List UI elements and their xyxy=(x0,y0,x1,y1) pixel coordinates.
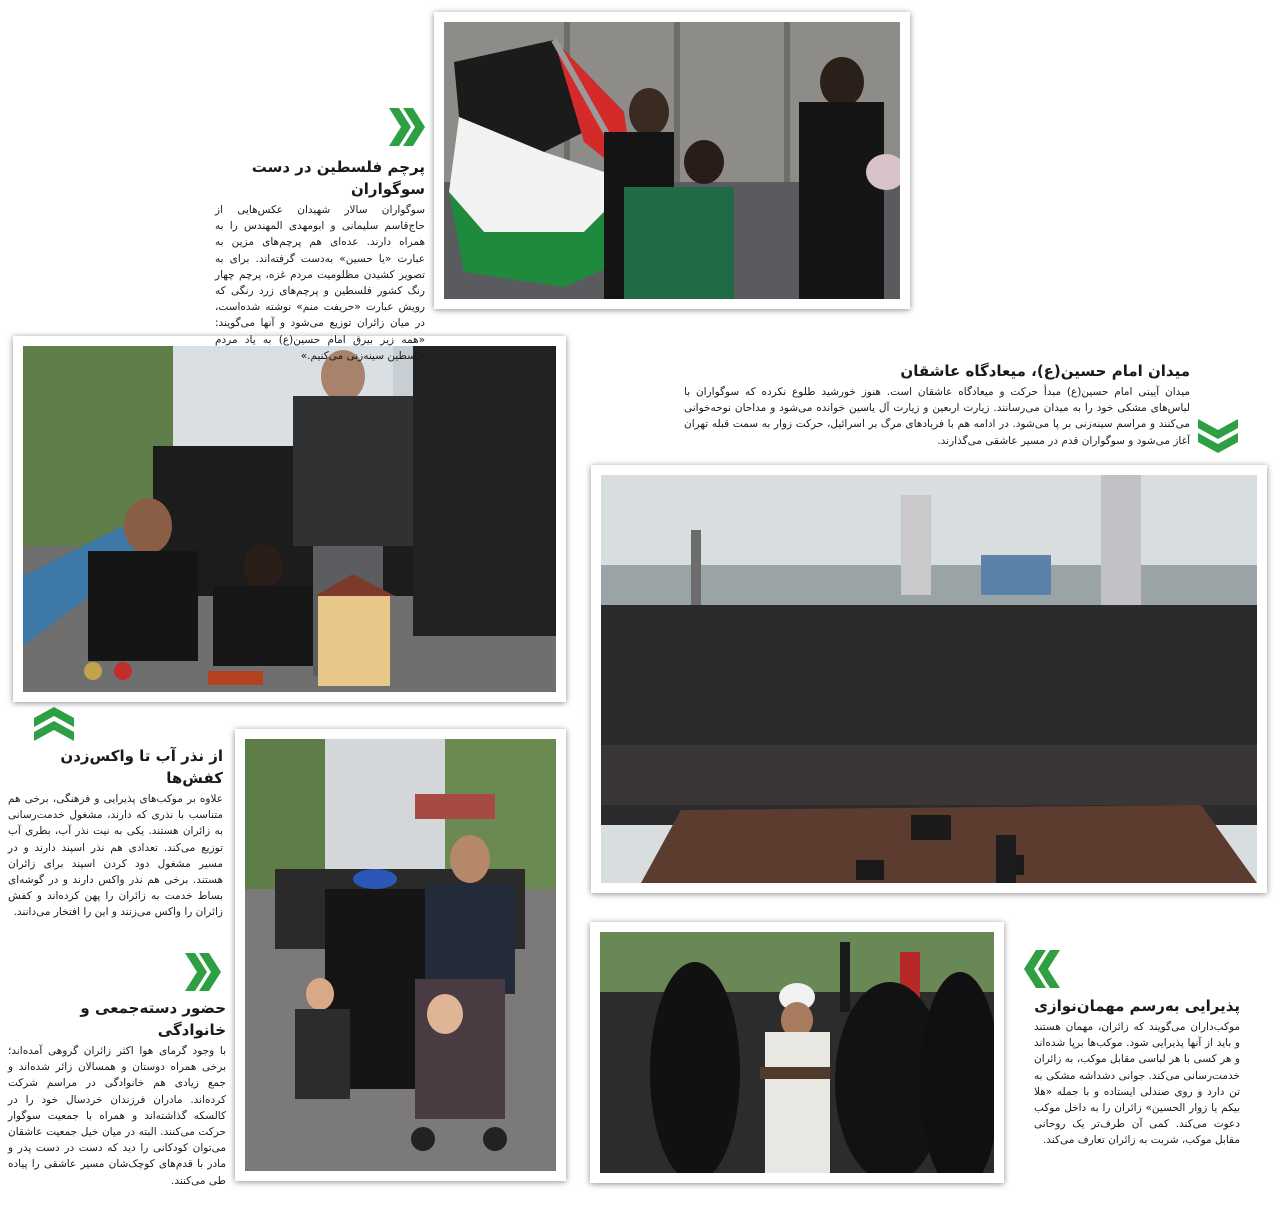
caption-square-title: میدان امام حسین(ع)، میعادگاه عاشقان xyxy=(900,362,1190,380)
photo-palestine-flag-image xyxy=(444,22,900,299)
caption-shoes-body: علاوه بر موکب‌های پذیرایی و فرهنگی، برخی هم متناسب با نذری که دارند، مشغول خدمت‌رسانی به زائران هستند. یکی به نیت نذر آب، بطری آب توزیع می‌کند. تعدادی هم نذر اسپند دارند و در مسیر مشغول دود کردن اسپند برای زائران هستند. برخی هم نذر واکس دارند و در گوشه‌ای بساط خدمت به زائران را پهن کرده‌اند و کفش زائران را واکس می‌زنند و این را افتخار می‌دانند. xyxy=(8,793,223,919)
photo-shoe-polish xyxy=(13,336,566,702)
photo-family-stroller xyxy=(235,729,566,1181)
chevron-right-icon xyxy=(389,108,425,146)
caption-shoes xyxy=(8,745,223,921)
caption-shoes-title: از نذر آب تا واکس‌زدن کفش‌ها xyxy=(60,747,223,787)
caption-hospitality xyxy=(1034,995,1240,1149)
caption-family-title: حضور دسته‌جمعی و خانوادگی xyxy=(80,999,226,1039)
photo-hospitality xyxy=(590,922,1004,1183)
caption-square xyxy=(684,360,1190,449)
caption-palestine-title: پرچم فلسطین در دست سوگواران xyxy=(251,158,425,198)
chevron-down-icon xyxy=(1198,419,1238,453)
caption-hospitality-body: موکب‌داران می‌گویند که زائران، مهمان هستند و باید از آنها پذیرایی شود. موکب‌ها برپا شده‌اند و هر کسی با هر لباسی مقابل موکب، به زائران خدمت‌رسانی می‌کند. جوانی دشداشه مشکی به تن دارد و روی صندلی ایستاده و با جمله «هلا بیکم یا زوار الحسین» زائران را به داخل موکب دعوت می‌کند. کمی آن طرف‌تر یک روحانی مقابل موکب، شربت به زائران تعارف می‌کند. xyxy=(1034,1021,1240,1147)
photo-imam-hossein-square-image xyxy=(601,475,1257,883)
caption-family xyxy=(8,997,226,1189)
photo-hospitality-image xyxy=(600,932,994,1173)
photo-family-stroller-image xyxy=(245,739,556,1171)
photo-imam-hossein-square xyxy=(591,465,1267,893)
caption-hospitality-title: پذیرایی به‌رسم مهمان‌نوازی xyxy=(1034,997,1240,1015)
chevron-right-icon xyxy=(185,953,221,991)
photo-palestine-flag xyxy=(434,12,910,309)
chevron-up-icon xyxy=(34,707,74,741)
caption-family-body: با وجود گرمای هوا اکثر زائران گروهی آمده‌اند؛ برخی همراه دوستان و همسالان زائر شده‌اند و جمع زیادی هم خانوادگی در مراسم شرکت کرده‌اند. مادران فرزندان خردسال خود را در کالسکه گذاشته‌اند و همراه با جمعیت سوگوار حرکت می‌کنند. البته در میان خیل جمعیت عاشقان می‌توان کودکانی را دید که دست در دست پدر و مادر با قدم‌های کوچک‌شان مسیر عاشقی را پیاده طی می‌کنند. xyxy=(8,1045,226,1187)
caption-square-body: میدان آیینی امام حسین(ع) مبدأ حرکت و میعادگاه عاشقان است. هنوز خورشید طلوع نکرده که سوگواران با لباس‌های مشکی خود را به میدان می‌رسانند. زیارت اربعین و زیارت آل یاسین خوانده می‌شود و مداحان نوحه‌خوانی می‌کنند و مراسم سینه‌زنی بر پا می‌شود. در ادامه هم با فریادهای مرگ بر اسرائیل، حرکت زوار به سمت قبله تهران آغاز می‌شود و سوگواران قدم در مسیر عاشقی می‌گذارند. xyxy=(684,386,1190,447)
caption-palestine-body: سوگواران سالار شهیدان عکس‌هایی از حاج‌قاسم سلیمانی و ابومهدی المهندس را به همراه دارند. عده‌ای هم پرچم‌های مزین به عبارت «یا حسین» به‌دست گرفته‌اند. برای به تصویر کشیدن مظلومیت مردم غزه، پرچم چهار رنگ کشور فلسطین و پرچم‌های زرد رنگی که رویش عبارت «حریفت منم» نوشته شده‌است، در میان زائران توزیع می‌شود و آنها می‌گویند: «همه زیر بیرق امام حسین(ع) به یاد مردم فلسطین سینه‌زنی می‌کنیم.» xyxy=(215,204,425,362)
caption-palestine xyxy=(215,156,425,364)
photo-shoe-polish-image xyxy=(23,346,556,692)
chevron-left-icon xyxy=(1024,950,1060,988)
